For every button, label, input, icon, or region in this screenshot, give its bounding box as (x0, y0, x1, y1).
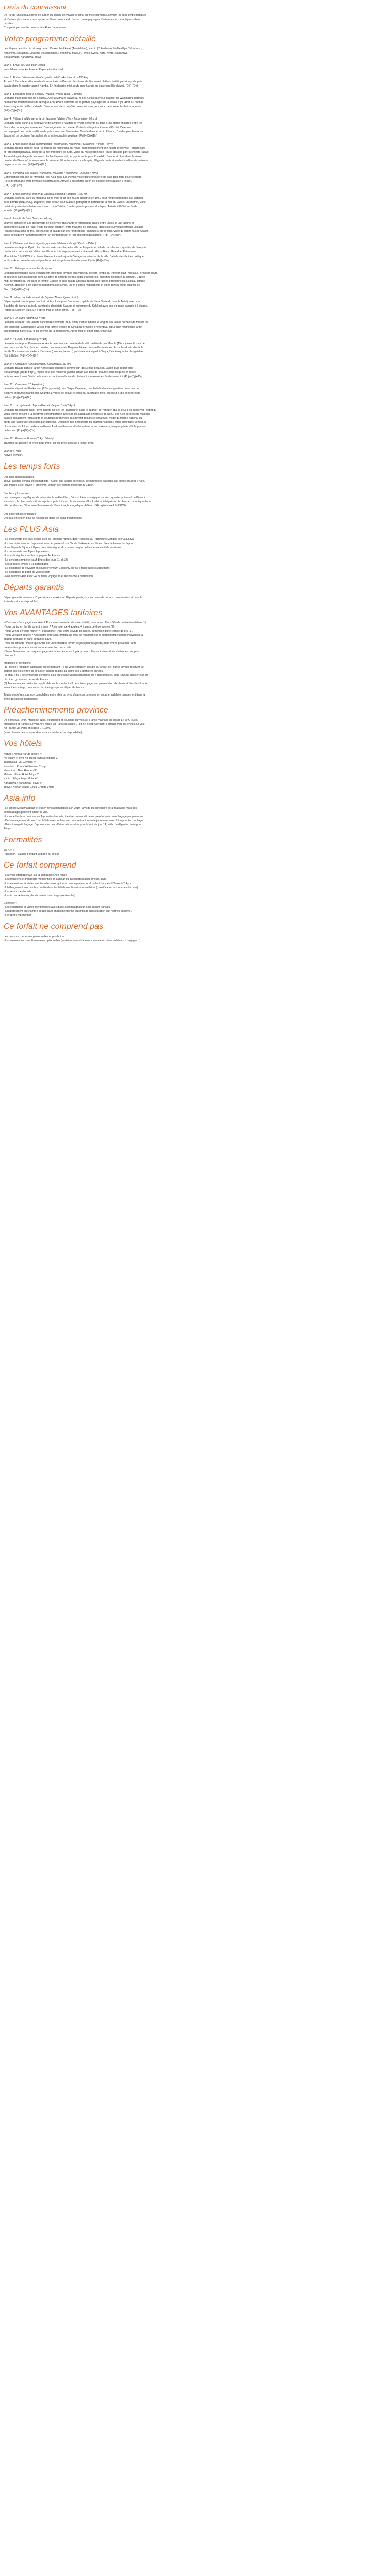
day-block (4, 242, 387, 262)
day-text: Retour à Kyoto en train. En d'après-midi et dîner libres. (Pdj)+(Dj) (4, 309, 82, 312)
day-block (4, 296, 387, 312)
highlight-text: ville-musée à ciel ouvert ; Hiroshima, témoin de l'histoire moderne du Japon. (4, 483, 94, 487)
day-text: Le matin, route pour Kanazawa. Après le déjeuner, découverte de la cité médiévale des Maeda (15e s.) avec le marché (4, 342, 145, 345)
benefit-item: chaque semaine et dans certaines pays. (4, 638, 52, 641)
included-list (4, 873, 387, 898)
day-text: vieux Tokyo, mêlant à la créativité contemporaine avec son joli sanctuaire shintoïste de Nezu, ses rues bordées de maisons (4, 412, 150, 416)
benefits-section (4, 608, 387, 701)
plus-item: - La possibilité de partir de votre région (4, 570, 50, 574)
preroute-line: Air France via Paris en classe L : 190 €. (4, 727, 51, 731)
day-block (4, 117, 387, 138)
day-text: l'île et promenade entre temples et sanctuaires. Arrivée à Hiroshima en fin de journée et installation à l'hôtel. (4, 180, 132, 183)
asiainfo-item: Tokyo. (4, 827, 11, 831)
day-text: Shibuya et d'Omotesando (les Champs Elysées de Tokyo) et visite du sanctuaire Meiji, au cœur d'une belle forêt de (4, 392, 140, 395)
formalities-line: JAPON : (4, 848, 14, 852)
benefit-item: - Vous partez en famille ou entre amis ? À compter de 4 adultes, 4 à partir de 6 personnes (2). (4, 625, 115, 629)
day-text: midi, cérémonie du thé dans le temple Genkin-in puis balade à pied à travers des ruelles traditionnelles jusqu'au temple (4, 279, 145, 283)
hotel-item: Kanazawa : Kanazawa Tokyu 4* (4, 781, 42, 785)
page (0, 0, 391, 943)
day-title: Jour 8 : Le cité de l'eau (Matsue - 40 km) (4, 217, 53, 221)
departures-section (4, 583, 387, 604)
day-text: basses qui abritent restaurants et boutiques branchées ou souvent artisans et créateurs. Visite du musée national qui (4, 416, 143, 420)
day-text: quartier de Bikan, où le temps semble s'être arrêté entre canaux ombragés, élégants ponts et ruelles bordées de maisons (4, 159, 148, 163)
day-text: abrite une fabuleuse collection d'art japonais. Déjeuner puis découverte du quartier Asakusa : visite du temple Sensoji, le (4, 420, 147, 424)
plus-section (4, 524, 387, 579)
modalities-list (4, 665, 387, 690)
hotel-item: Takamatsu : JR Clement 4* (4, 760, 36, 764)
hotel-item: Tokyo : Keihan Tsukiji Ginza Grande 3*sup (4, 785, 54, 789)
day-title: Jour 4 : Village traditionnel et jardin japonais (Vallée d'Iya / Takamatsu - 90 km) (4, 117, 97, 121)
day-text: Bouddha de bronze, puis du sanctuaire shintoïste Kasuga et du temple du Kofukuji avec son élégante pagode à 5 étages. (4, 304, 148, 308)
footnote-line: Toutes ces offres sont non cumulables entre elles ou avec d'autres promotions en cours et valables uniquement dans la (4, 693, 145, 697)
highlight-heading: Des lieux plus secrets (4, 492, 30, 495)
intro-section (4, 3, 387, 30)
day-text: Arrivée le matin. (4, 454, 23, 457)
day-block (4, 217, 387, 238)
summary-line: Naoshima, Kurashiki, Miyajima (Itsukushima), Hiroshima, Matsue, Himeji, Kyoto, Nara, Kyoto, Kanazawa, (4, 51, 128, 55)
day-text: du très important et vénéré sanctuaire Izumo Taisha, l'un des plus importants du Japon. Arrivée à l'hôtel en fin de (4, 205, 137, 208)
highlight-text: ville de Matsue ; l'étonnante île-musée de Naoshima, le magnifique château d'Himeji (classé UNESCO). (4, 504, 127, 507)
hotel-item: Hiroshima : New Hiroden 3* (4, 769, 37, 772)
excluded-item: - Les assurances complémentaires optionnelles (assistance-rapatriement - annulation - frais médicaux - bagages...) (4, 939, 141, 943)
day-text: accompagné de chants traditionnels puis route pour Takamatsu. Balade dans le jardin Ritsurin, l'un des plus beaux du (4, 130, 143, 133)
included-item: - Les transferts et transports mentionnés en autocar ou transports publics (métro, train). (4, 878, 107, 882)
day-text: Continuation vers l'île de Miyajima (voir Asia info). En chemin, visite d'une brasserie de saké puis ferry pour rejoindre (4, 176, 142, 179)
benefits-title: Vos AVANTAGES tarifaires (4, 608, 103, 617)
preroutes-text (4, 718, 387, 735)
highlights-title: Les temps forts (4, 462, 60, 471)
day-text: de maisons traditionnelles de l'époque Edo. Route à travers les superbes paysages de la vallée d'Iya. Arrêt au pont de (4, 101, 144, 105)
day-block (4, 362, 387, 379)
included-item: - Les vols internationaux sur la compagnie Air France (4, 874, 67, 877)
benefits-list (4, 621, 387, 658)
highlight-text: Tokyo, capitale vertical et cosmopolite ; Kyoto, aux jardins sereins où se mirent des pavillons aux lignes épurées ; Nara, (4, 479, 145, 483)
modality-item: suivant le mariage, pour votre circuit en groupe au départ de France. (4, 686, 85, 690)
extension-heading: Extension : (4, 902, 17, 905)
plus-list (4, 537, 387, 579)
day-text: Accueil à l'arrivée et découverte de la capitale du Kansaï : l'extérieur de l'imposant château fortifié par Hideyoshi puis (4, 80, 142, 83)
day-block (4, 171, 387, 188)
day-text: continuation vers Himeji. Visite du célèbre et très impressionnant château du Héron Blanc. Grand au Patrimoine (4, 250, 136, 254)
day-text: où se conjuguent harmonieusement l'art contemporain et l'art ancestral des jardins. (Pdj)+(Dj)+(Dn) (4, 234, 121, 238)
day-block (4, 142, 387, 167)
day-text: jadis les vers à soie. Visite de la maison traditionnelle Kanda. Retour à Kanazawa en fin d'après-midi. (Pdj)+(Dj)+(Dn) (4, 375, 143, 379)
highlight-text: Une nuit en onsen pour se ressourcer dans les bains traditionnels. (4, 516, 83, 520)
hotels-section (4, 739, 387, 789)
day-text: aux poissons de Omi, l'ancien quartier des samouraïs Nagamachi avec ses vieilles maisons de torchis dont celle de la (4, 346, 143, 349)
plus-item: - Les vols réguliers sur la compagnie Air France (4, 554, 60, 557)
day-block (4, 437, 387, 445)
plus-item: - La pension complète (sauf dîners des jours 11 et 12) (4, 558, 68, 562)
day-text: torii vermillon. Continuation vers le très raffiné temple de Ginkakuji (Pavillon d'Argent) au cœur d'un magnifique jardin (4, 325, 142, 329)
day-text: Le matin, visite du parc du Mémorial de la Paix et de son musée construit en 1960 pour rendre hommage aux victimes (4, 196, 144, 200)
asiainfo-section (4, 793, 387, 831)
plus-item: - La rencontre avec un Japon méconnu et préservé sur l'île de Shikoku et au fil des côtes de la mer du Japon (4, 541, 133, 545)
day-title: Jour 18 : Paris (4, 450, 21, 453)
highlights-groups (4, 475, 387, 520)
day-text: Transfert à l'aéroport et envol pour Paris, en vol direct avec Air France. (Pdj) (4, 442, 94, 445)
day-block (4, 404, 387, 433)
day-title: Jour 6 : Miyajima, l'île sacrée (Kurashiki / Miyajima / Hiroshima - 220 km + ferry) (4, 172, 99, 175)
day-block (4, 316, 387, 333)
day-text: (Pdj)+(Dj)+(Dn) (4, 184, 22, 188)
program-section (4, 34, 387, 458)
day-text: Le matin, visite du très vénéré sanctuaire shintoïste de Fushimi Inari et balade le long de ses allées bordées de milliers de (4, 321, 148, 325)
day-text: Gion. (Pdj)+(Dj)+(Dn) (4, 288, 29, 292)
intro-line: De l'île de Shikoku aux rives de la mer du Japon, un voyage original qui mêle harmonieusement les sites emblématiques (4, 13, 146, 17)
day-title: Jour 2 : Entre château médiéval et grotte ciel (Osaka / Naruto - 130 km) (4, 76, 89, 79)
day-title: Jour 16 : La capitale du Japon d'hier et d'aujourd'hui (Tokyo) (4, 404, 75, 408)
preroute-line: De Bordeaux, Lyon, Marseille, Nice, Strasbourg et Toulouse sur vols Air France via Paris en classe L : 20 € ; Lille, (4, 719, 138, 722)
plus-item: - Une étape de 3 jours à Kyoto pour s'imprégner du charme unique de l'ancienne capitale impériale (4, 546, 121, 549)
benefit-item: - Vive les enfants ! Parce que l'Asie est un formidable terrain de jeux pour les petits, nous avons prévu des tarifs (4, 642, 136, 646)
day-text: de pierre et de bois. (Pdj)+(Dj)+(Dn) (4, 163, 46, 167)
day-title: Jour 15 : Kanazawa / Tokyo (train) (4, 383, 44, 387)
day-block (4, 92, 387, 113)
modality-item: (3) Jeunes mariés : réduction applicable sur le montant HT de votre voyage, sur présentation des bans et dans les 6 mois (4, 682, 148, 686)
intro-line: musées. (4, 22, 14, 25)
day-text: Nuit à l'hôtel. (Pdj)+(Dj)+(Dn) (4, 354, 38, 358)
day-text: de la bombe (UNESCO). Déjeuner, puis départ pour Matsue, petit port en bordure de la mer du Japon. En chemin, visite (4, 200, 146, 204)
day-title: Jour 3 : Echappée belle à Shikoku (Naruto / Vallée d'Iya - 140 km) (4, 93, 82, 96)
day-title: Jour 5 : Entre nature et art contemporain (Takamatsu / Naoshima / Kurashiki - 40 km + ferry) (4, 142, 113, 146)
day-text: Japon, où se déclinent l'art raffiné de la scénographie végétale. (Pdj)+(Dj)+(Dn) (4, 134, 97, 138)
highlight-group (4, 475, 387, 487)
day-text: Le matin, départ en Shinkansen (TGV japonais) pour Tokyo. Déjeuner, puis balade dans les quartiers branchés de (4, 387, 139, 391)
day-text: Journée consacrée à la découverte de cette ville attachante et romantique située entre un lac et une lagune et (4, 221, 134, 225)
benefit-item: - Vous voyagez seul(e) ? Avec notre offre solo, profitez de 50% de réduction sur le supplément chambre individuelle à (4, 634, 143, 637)
asiainfo-item: - Prévoir un petit bagage d'appoint avec les affaires nécessaires pour la nuit du jour 14, veille du départ en train pour (4, 823, 142, 826)
summary-line: Les étapes de votre circuit en groupe : Osaka, Ile d'Awaji (Awajishima), Naruto (Tokushima), Vallée d'Iya, Takamatsu, (4, 47, 142, 50)
day-text: Hearn) et pavillons de thé, du château et balade sur ses fortifications (canaux). L'après-midi, visite du jardin musée Adachi (4, 230, 149, 233)
asiainfo-title: Asia info (4, 793, 36, 803)
day-text: Le matin, balade dans le jardin Kenrokuen considéré comme l'un des 3 plus beaux du Japon puis départ pour (4, 367, 134, 370)
day-text: Le matin, vous partir à la découverte de la vallée d'Iya dont la rivière serpente au fond d'une gorge encerrée entre les (4, 122, 142, 125)
day-title: Jour 1 : Envol de Paris pour Osaka (4, 63, 45, 67)
footnote-line: limite des places disponibles. (4, 698, 39, 701)
departures-title: Départs garantis (4, 583, 64, 592)
hotel-item: Kurashiki : Kurashiki Kokusai 3*sup (4, 765, 46, 768)
formalities-line: Passeport : valable pendant la durée du séjour. (4, 852, 60, 856)
day-title: Jour 9 : Château médiéval et jardin japonais (Matsue / Himeji / Kyoto - 350km) (4, 242, 96, 246)
excluded-list (4, 935, 387, 943)
day-text: Départ à pied pour la gare puis train et bus local pour l'ancienne capitale de Nara. Visite du temple Todaiji avec son (4, 300, 140, 304)
day-text: jardin Kokoen entre bassins et pavillons délicats puis continuation vers Kyoto. (Pdj)+(Dn) (4, 259, 109, 262)
program-summary (4, 47, 387, 59)
hotel-item: Kyoto : Rihga Royal Hotel 4* (4, 777, 38, 781)
day-title: Jour 14 : Kanazawa / Shirakawago / Kanazawa (160 km) (4, 363, 71, 366)
plus-item: - Nos services Asia Avec 24/24 relais voyageurs et assistance à destination (4, 574, 93, 578)
day-text: et déjeuner dans les jeux de sons luc orné de coffrets bordés et du château Nijo, ancienne demeure du shogun. L'après- (4, 275, 146, 279)
day-text: journée. (Pdj)+(Dj)+(Dn) (4, 209, 32, 212)
departures-line: Départ garantis minimum 10 participants, maximum 18 participants, (sur les dates de départs mentionnées et dans la (4, 596, 142, 599)
asiainfo-item: - Le superbe des chambres au Japon étant réduite, il est recommandé de ne prendre qu'un seul bagage par personne. (4, 815, 144, 818)
day-title: Jour 12 : Un autre regard sur Kyoto (4, 317, 46, 320)
preroutes-title: Préacheminements province (4, 706, 108, 715)
plus-item: - La possibilité de voyager en classe Premium Economy sur Air France (avec supplément) (4, 566, 110, 570)
day-block (4, 337, 387, 358)
day-text: en vol direct avec Air France. Repas et nuit à bord. (4, 67, 64, 71)
modality-item: circuit en groupe au départ de France. (4, 678, 49, 682)
preroute-line: Montpellier et Nantes sur vols Air France via Paris en classe L : 85 € ; Brest, Clermont-Ferrand, Pau et Rennes sur vols (4, 723, 145, 726)
highlight-heading: Des sites incontournables (4, 475, 35, 479)
day-block (4, 383, 387, 399)
hotel-item: Matsue : Excel Hotel Tokyu 3* (4, 773, 39, 776)
hotel-item: Naruto : Awaya Naruto Resort 4* (4, 752, 43, 756)
included-section (4, 860, 387, 918)
day-text: Le matin promenade dans le jardin zen du temple Ryoanji puis visite du célèbre temple du Pavillon d'Or (Kinkakuji) (Pavillon d'Or), (4, 271, 158, 275)
benefit-item: - Super Tentations : à chaque voyage ses dates de départ à prix promo... Places limitées donc n'attendez pas pour (4, 650, 140, 654)
included-item: - L'hébergement en chambre double dans les hôtels mentionnés ou similaires (classification aux normes du pays). (4, 886, 139, 890)
day-title: Jour 7 : Entre Mémorial et mer du Japon (Hiroshima / Matsue - 190 km) (4, 192, 89, 196)
formalities-section (4, 835, 387, 856)
day-text: Le matin, découverte d'un Tokyo insolite en vieil Inn traditionnel dans le quartier de Yanesen qui lui-seul a su conserver l'esprit du (4, 408, 157, 412)
plus-item: - Les groupes limités à 18 participants (4, 562, 49, 566)
intro-title: Lavis du connaisseur (4, 3, 67, 11)
excluded-item: Les boissons, dépenses personnelles et pourboires (4, 935, 65, 939)
highlight-text: Les paysages magnifiques de la luxuriante vallée d'Iya ; l'atmosphère nostalgique du vieux quartier préservé de Bikan à (4, 496, 145, 499)
day-block (4, 449, 387, 457)
included-title: Ce forfait comprend (4, 860, 76, 870)
day-text: lianes suspendu de Kazurabashi. Dîner et nuit dans un hôtel onsen où vous pourrez expérimenter les bains japonais. (4, 105, 142, 109)
modality-item: (2) Tribu : 50 € de remise par personne pour toute réservation simultanée de 4 personnes ou plus (un seul dossier) sur un (4, 674, 148, 677)
summary-line: Shirakawago, Kanazawa, Tokyo (4, 55, 42, 59)
highlight-heading: Des expériences originales (4, 512, 36, 516)
benefit-item: préférentiels pour eux aussi, sur une sélection de circuits. (4, 646, 72, 650)
day-block (4, 192, 387, 213)
preroutes-section (4, 705, 387, 735)
hotels-title: Vos hôtels (4, 739, 42, 749)
included-item: - Les excursions et visites mentionnées avec guide accompagnateur local parlant français d'Osaka à Tokyo. (4, 882, 132, 886)
day-block (4, 76, 387, 88)
asiainfo-list (4, 806, 387, 831)
day-text: Le matin, route pour Kyoto. En chemin, arrêt dans la petite ville de Tsuyama et balade dans le vieux quartier de Joto puis (4, 246, 147, 250)
modality-item: justifier que c'est votre 3e circuit en groupe réalisé au cours des 6 dernières années. (4, 670, 104, 673)
day-text: puis politique flânerie au fil du chemin de la philosophie. Après-midi et dîner libre. (Pdj)+(Dj) (4, 329, 112, 333)
highlight-text: Kurashiki ; la charmante cité de la philosophie à Kyoto ; le sanctuaire d'Itsukushima à Miyajima ; le charme romantique de la (4, 500, 151, 503)
day-text: plus ancien de Tokyo, dédié à la déesse Asakusa Kannon et balade dans la rue Nakamise, longue galerie d'échoppes et (4, 425, 146, 429)
benefit-item: - Vous venez de vous marier ? Félicitations ! Pour votre voyage de noces, bénéficiez d'une remise de 5% (3). (4, 630, 133, 633)
modality-item: (1) Fidélité : réduction applicable sur le montant HT de votre circuit en groupe au départ de France si vous réservez de (4, 666, 144, 669)
excluded-title: Ce forfait ne comprend pas (4, 922, 103, 931)
day-text: Shirakawago (3h de trajet), réputé pour ses maisons gassho-zukuri aux toits de chaume sous lesquels on élève (4, 371, 136, 375)
day-text: Le matin, route pour l'île de Shikoku. Arrêt à Mima et balade au fil des ruelles du vieux quartier de Wakimachi, bordées (4, 97, 144, 100)
day-text: Kiyomizu dont l'on a un superbe panorama sur la ville. En fin d'après-midi flânerie et dîner dans le vieux quartier de (4, 283, 140, 287)
benefit-item: - C'est votre 3e voyage avec Asia ? Pour vous remercier de votre fidélité, nous vous offrons 5% de remise immédiate (1). (4, 621, 147, 625)
extension-list (4, 905, 387, 918)
day-text: Ando et du joli village de Honmura. En fin d'après-midi, ferry puis route pour Kurashiki. Balade et dîner dans le vieux (4, 155, 141, 158)
modalities-heading: Modalités et conditions (4, 662, 31, 665)
benefits-footnote (4, 693, 387, 701)
formalities-text (4, 848, 387, 856)
highlights-section (4, 462, 387, 520)
asiainfo-item: - Le tori de Miyajima (pour le) est en rénovation depuis juin 2019, la visite du sanctuaire sera réalisable mais des (4, 806, 137, 810)
hotel-item: Iya Valley : Hikyo No Yu ou Kazura Kobashi 3* (4, 756, 59, 760)
plus-title: Les PLUS Asia (4, 524, 59, 534)
highlight-group (4, 512, 387, 520)
extension-item: - Les repas mentionnés. (4, 914, 32, 918)
intro-text (4, 13, 387, 30)
day-text: surplombée la cité de l'eau. Visite du vieux quartier, entre maisons de samouraï (dont celle où vécut l'écrivain Lafcadio (4, 226, 144, 229)
excluded-section (4, 922, 387, 943)
included-item: - Les taxes aériennes, de sécurité et surcharges (révisables). (4, 894, 76, 898)
day-text: Le matin, départ en ferry pour l'île musée de Naoshima qui marie harmonieusement une nature préservée, l'architecture (4, 146, 146, 150)
intro-line: et d'autres plus secrets pour apprécier l'âme profonde du Japon : entre paysages d'estampes et romantiques villes- (4, 18, 140, 21)
hotels-list (4, 752, 387, 789)
itinerary-days (4, 63, 387, 458)
day-title: Jour 11 : Nara, capitale ancestrale (Kyoto / Nara / Kyoto - train) (4, 296, 78, 300)
day-text: (Pdj)+(Dj)+(Dn) (4, 109, 22, 113)
day-text: Mondial de l'UNESCO, il a révolu fièrement son donjon de 5 étages au-dessus de la ville. Balade dans le très poétique (4, 255, 144, 258)
extension-item: - Les excursions et visites mentionnées avec guide accompagnateur local parlant français. (4, 906, 111, 909)
day-text: cèdres. (Pdj)+(Dj)+(Dn) (4, 396, 31, 399)
day-title: Jour 13 : Kyoto / Kanazawa (270 km) (4, 337, 48, 341)
plus-item: - La découverte des Alpes Japonaises (4, 550, 49, 553)
highlight-group (4, 492, 387, 508)
day-text: et l'art contemporain au cœur de la mer intérieure de Seto. Visite du musée Benesse House dessiné par l'architecte Tadao (4, 150, 149, 154)
included-item: - Les repas mentionnés. (4, 890, 32, 894)
day-text: de bazars. (Pdj)+(Dj)+(Dn) (4, 429, 36, 433)
asiainfo-item: échafaudages pourront altérer la vue. (4, 810, 48, 814)
day-block (4, 63, 387, 72)
asiainfo-item: - Dédommagement du jour 1 en hôtel onsen se fera en chambre traditionnelle japonaise, avec futon pour le couchage. (4, 819, 144, 822)
day-title: Jour 10 : Estampes immuables de Kyoto (4, 267, 52, 270)
formalities-title: Formalités (4, 835, 42, 844)
plus-item: - La découverte des plus beaux sites de l'archipel nippon, dont 4 classés au Patrimoine Mondial de l'UNESCO (4, 537, 134, 541)
benefit-item: réserver ! (4, 654, 15, 658)
departures-text (4, 596, 387, 604)
day-title: Jour 17 : Retour en France (Tokyo / Paris) (4, 437, 54, 441)
departures-line: limite des stocks disponibles) (4, 600, 39, 603)
preroute-line: (sous réserve de correspondances accessibles et de disponibilité) (4, 731, 82, 735)
extension-item: - L'hébergement en chambre double dans l'hôtel mentionné ou similaire (classification aux normes du pays). (4, 910, 132, 913)
intro-line: Complété par une découverte des Alpes Japonaises. (4, 26, 67, 29)
day-text: balade dans le quartier animé Namba. En fin d'après-midi, route pour Naruto en traversant l'île d'Awaji. (Dé)+(Dn) (4, 84, 138, 88)
program-title: Votre programme détaillé (4, 34, 96, 43)
day-block (4, 267, 387, 292)
day-text: flancs des montagnes couvertes d'une végétation luxuriante. Visite du village traditionnel d'Ochiai. Déjeuner (4, 126, 132, 129)
day-text: famille Nomura et ses ateliers d'artisans (poteries, laque...) puis balade à Higashi Chaya, l'ancien quartier des geishas. (4, 350, 144, 353)
